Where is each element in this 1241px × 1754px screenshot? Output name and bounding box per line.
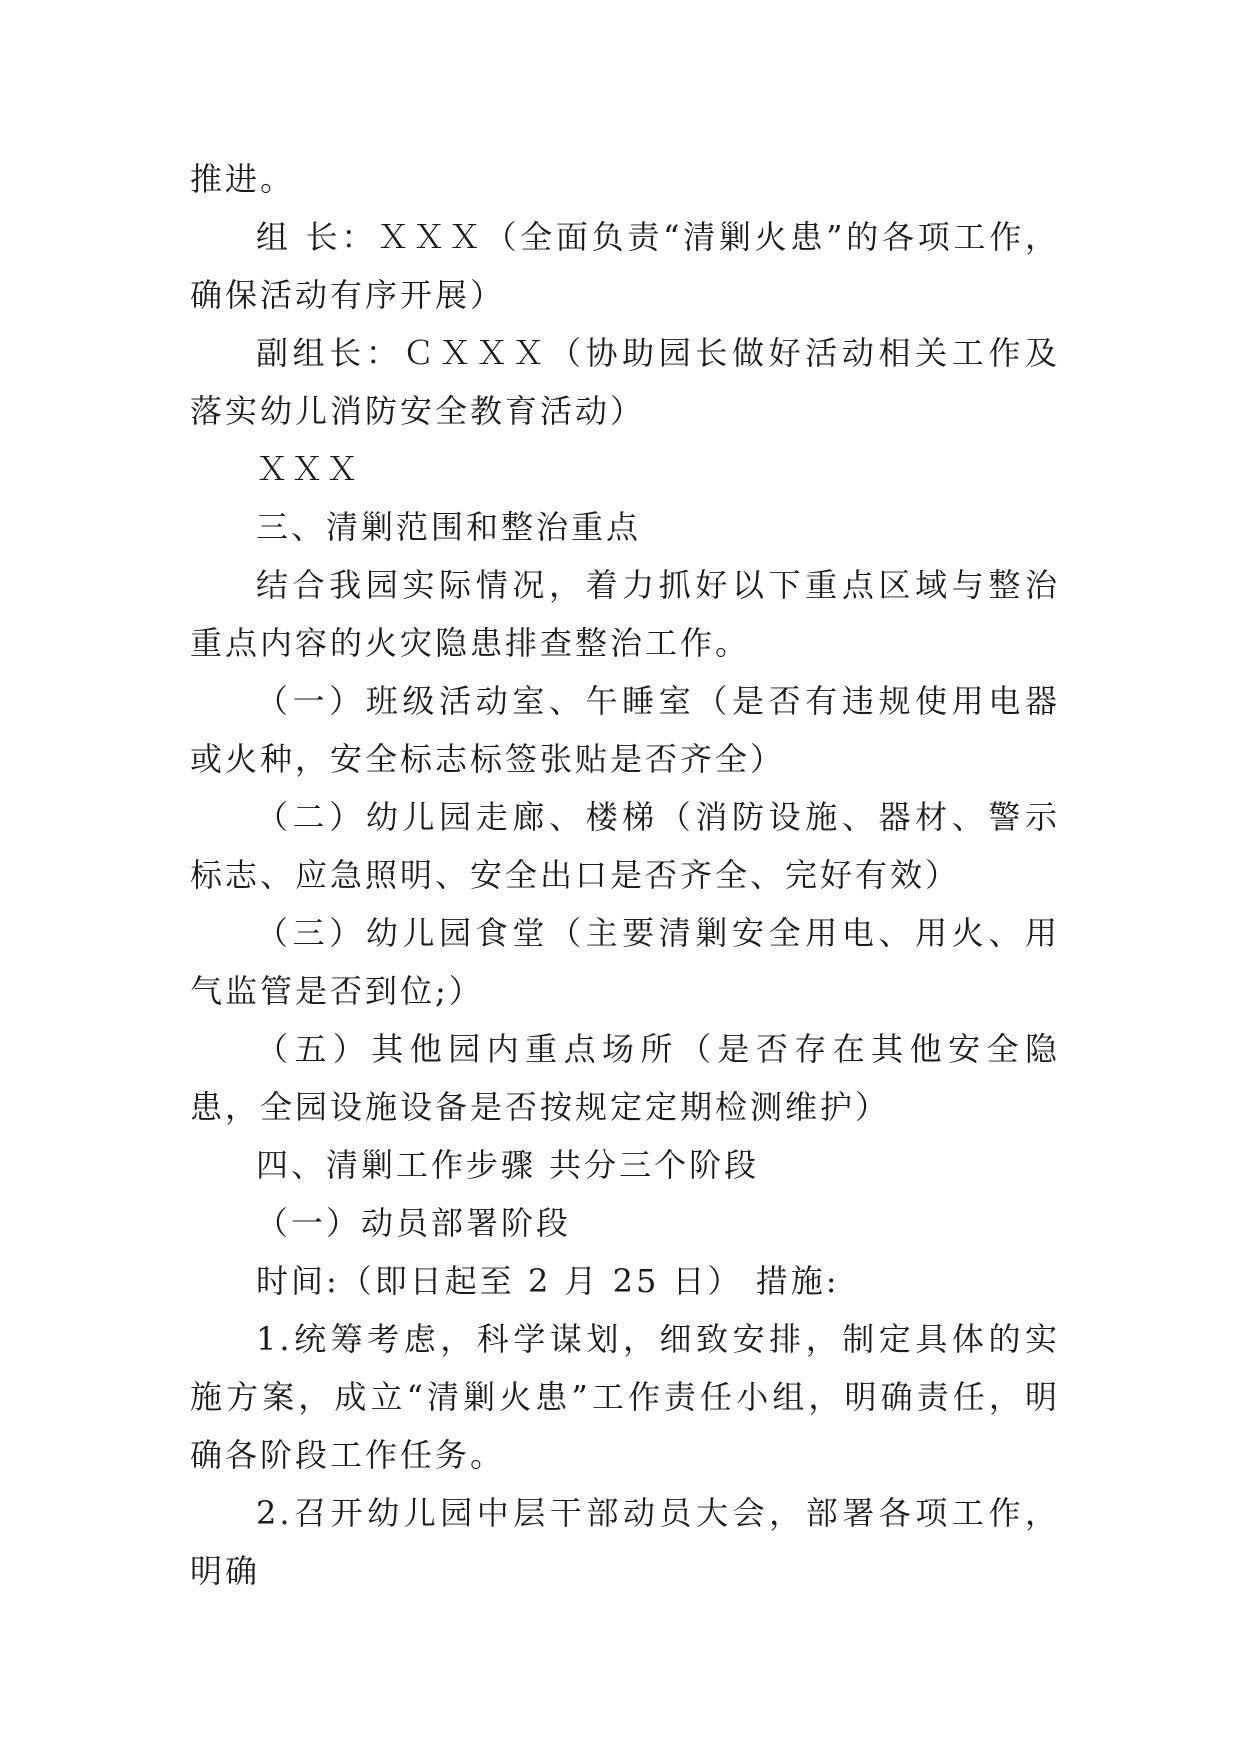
- list-item-measure-2: 2.召开幼儿园中层干部动员大会，部署各项工作，明确: [190, 1494, 1060, 1590]
- paragraph-deputy-leader: 副组长：ＣＸＸＸ（协助园长做好活动相关工作及落实幼儿消防安全教育活动）: [190, 334, 1060, 430]
- paragraph-continuation: 推进。: [190, 160, 296, 198]
- list-item-corridor: （二）幼儿园走廊、楼梯（消防设施、器材、警示标志、应急照明、安全出口是否齐全、完好有效）: [190, 798, 1060, 894]
- paragraph-member: ＸＸＸ: [256, 450, 362, 488]
- list-item-canteen: （三）幼儿园食堂（主要清剿安全用电、用火、用气监管是否到位;）: [190, 914, 1060, 1010]
- document-body: [190, 150, 1060, 1600]
- subheading-mobilization: （一）动员部署阶段: [256, 1204, 572, 1242]
- list-item-measure-1: 1.统筹考虑，科学谋划，细致安排，制定具体的实施方案，成立“清剿火患”工作责任小组，明确责任，明确各阶段工作任务。: [190, 1320, 1060, 1474]
- paragraph-group-leader: 组 长：ＸＸＸ（全面负责“清剿火患”的各项工作，确保活动有序开展）: [190, 218, 1060, 314]
- paragraph-scope-intro: 结合我园实际情况，着力抓好以下重点区域与整治重点内容的火灾隐患排查整治工作。: [190, 566, 1060, 662]
- paragraph-time-measures: 时间:（即日起至 2 月 25 日） 措施:: [256, 1262, 840, 1300]
- list-item-other-places: （五）其他园内重点场所（是否存在其他安全隐患，全园设施设备是否按规定定期检测维护）: [190, 1030, 1060, 1126]
- section-heading-steps: 四、清剿工作步骤 共分三个阶段: [256, 1146, 760, 1184]
- list-item-classroom: （一）班级活动室、午睡室（是否有违规使用电器或火种，安全标志标签张贴是否齐全）: [190, 682, 1060, 778]
- section-heading-scope: 三、清剿范围和整治重点: [256, 508, 642, 546]
